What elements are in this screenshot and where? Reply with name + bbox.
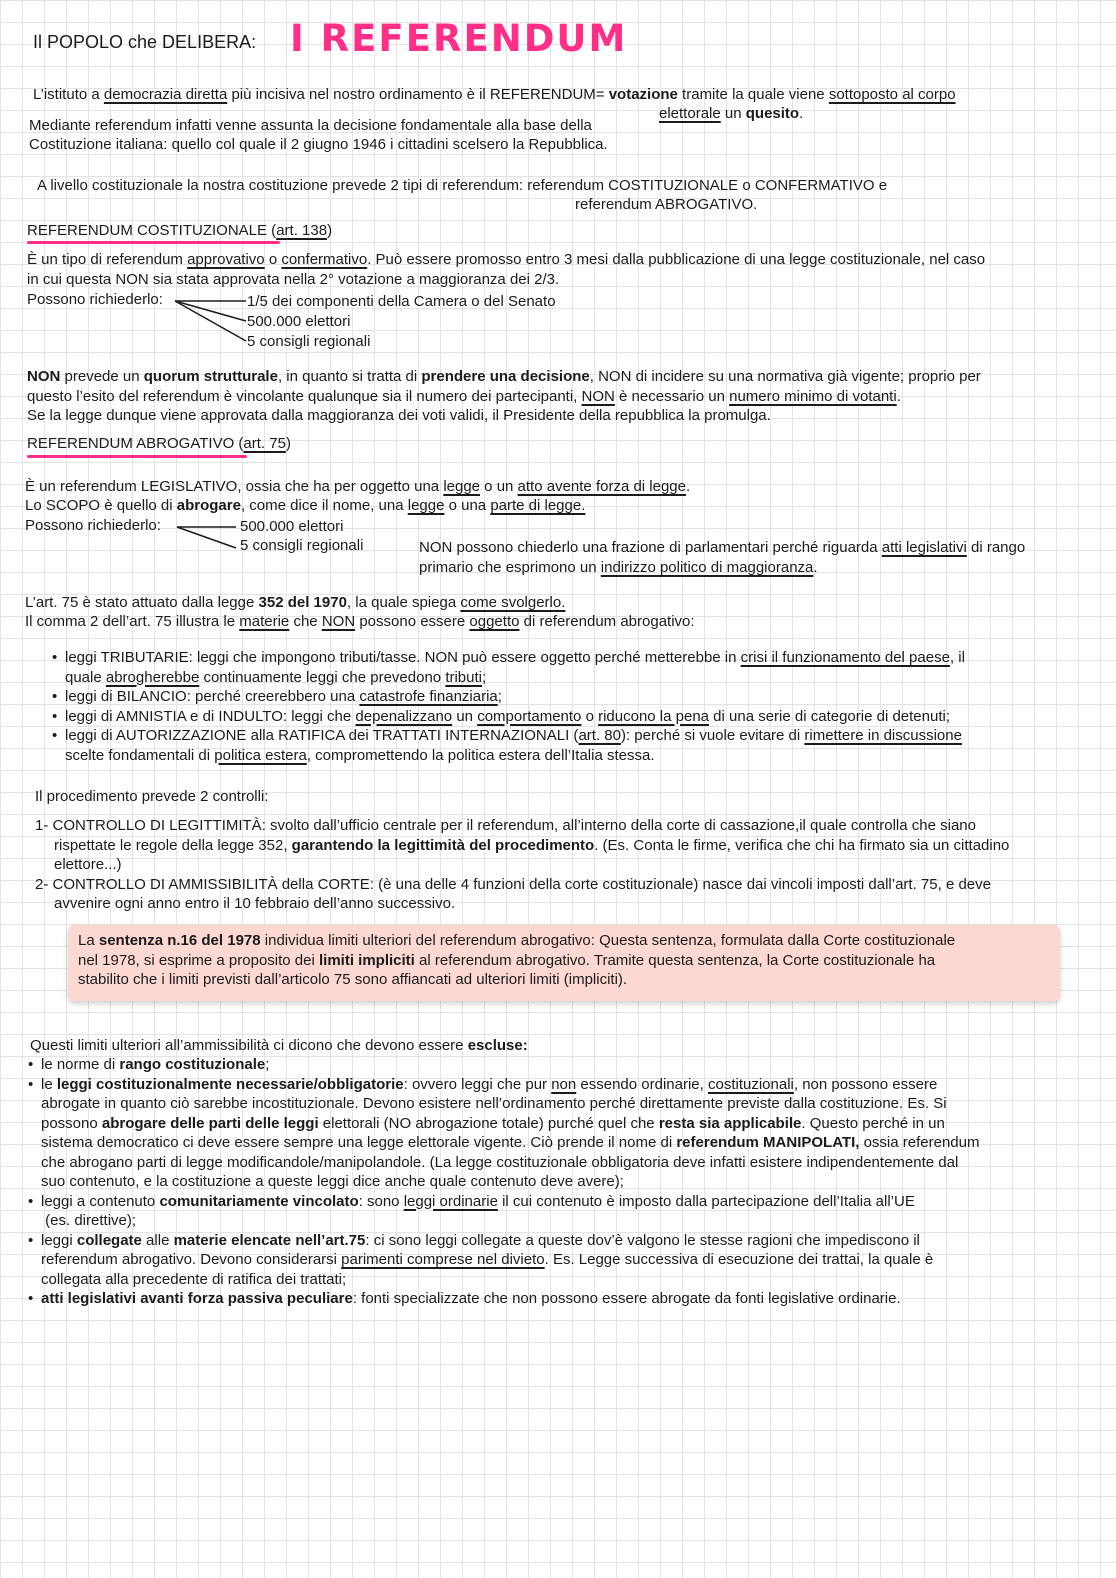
history-line-1: Mediante referendum infatti venne assunta la decisione fondamentale alla base della — [29, 117, 592, 134]
list-item: • leggi di AUTORIZZAZIONE alla RATIFICA dei TRATTATI INTERNAZIONALI (art. 80): perché si vuole evitare di rimettere in discussione scelte fondamentali di politica estera, compromettendo la politica estera dell’Italia stessa. — [52, 726, 1102, 765]
costituzionale-p1-line-2: in cui questa NON sia stata approvata nella 2° votazione a maggioranza dei 2/3. — [27, 271, 560, 288]
implicit-limits-list — [28, 1055, 1103, 1309]
sentenza-line-2: nel 1978, si esprime a proposito dei limiti impliciti al referendum abrogativo. Tramite questa sentenza, la Corte costituzionale ha — [78, 952, 936, 969]
quorum-line-2: questo l’esito del referendum è vincolante qualunque sia il numero dei partecipanti, NON è necessario un numero minimo di votanti. — [27, 388, 901, 405]
control-1-line-3: elettore...) — [54, 856, 122, 873]
control-1-line-1: 1- CONTROLLO DI LEGITTIMITÀ: svolto dall’ufficio centrale per il referendum, all’interno della corte di cassazione,il quale controlla che siano — [35, 817, 976, 834]
page-title-prefix: Il POPOLO che DELIBERA: — [33, 32, 257, 52]
history-line-2: Costituzione italiana: quello col quale il 2 giugno 1946 i cittadini scelsero la Repubblica. — [29, 136, 608, 153]
list-item: • atti legislativi avanti forza passiva peculiare: fonti specializzate che non possono essere abrogate da fonti legislative ordinarie. — [28, 1289, 1103, 1309]
costituzionale-requesters-label: Possono richiederlo: — [27, 291, 163, 308]
section-heading-costituzionale: REFERENDUM COSTITUZIONALE (art. 138) — [27, 222, 333, 239]
list-item: • leggi a contenuto comunitariamente vincolato: sono leggi ordinarie il cui contenuto è imposto dalla partecipazione dell’Italia all’UE (es. direttive); — [28, 1192, 1103, 1231]
sentenza-line-3: stabilito che i limiti previsti dall’articolo 75 sono affiancati ad ulteriori limiti (impliciti). — [78, 971, 628, 988]
requester-item: 500.000 elettori — [240, 518, 344, 535]
abrogativo-line-1: È un referendum LEGISLATIVO, ossia che ha per oggetto una legge o un atto avente forza di legge. — [25, 478, 691, 495]
definition-line-2: elettorale un quesito. — [659, 105, 804, 122]
page-title: I REFERENDUM — [290, 17, 628, 60]
comma-2-line: Il comma 2 dell’art. 75 illustra le materie che NON possono essere oggetto di referendum abrogativo: — [25, 613, 695, 630]
requester-item: 500.000 elettori — [247, 313, 351, 330]
control-2-line-1: 2- CONTROLLO DI AMMISSIBILITÀ della CORTE: (è una delle 4 funzioni della corte costituzionale) nasce dai vincoli imposti dall’art. 75, e deve — [35, 876, 991, 893]
abrogativo-requesters-label: Possono richiederlo: — [25, 517, 161, 534]
definition-line-1: L’istituto a democrazia diretta più incisiva nel nostro ordinamento è il REFERENDUM= votazione tramite la quale viene sottoposto al corpo — [33, 86, 956, 103]
parliament-note-line-2: primario che esprimono un indirizzo politico di maggioranza. — [419, 559, 818, 576]
law-352-line: L’art. 75 è stato attuato dalla legge 352 del 1970, la quale spiega come svolgerlo. — [25, 594, 566, 611]
types-line-1: A livello costituzionale la nostra costituzione prevede 2 tipi di referendum: referendum COSTITUZIONALE o CONFERMATIVO e — [37, 177, 888, 194]
list-item: • leggi TRIBUTARIE: leggi che impongono tributi/tasse. NON può essere oggetto perché metterebbe in crisi il funzionamento del paese, il quale abrogherebbe continuamente leggi che prevedono tributi; — [52, 648, 1102, 687]
list-item: • leggi di BILANCIO: perché creerebbero una catastrofe finanziaria; — [52, 687, 1102, 707]
list-item: • leggi di AMNISTIA e di INDULTO: leggi che depenalizzano un comportamento o riducono la pena di una serie di categorie di detenuti; — [52, 707, 1102, 727]
types-line-2: referendum ABROGATIVO. — [575, 196, 758, 213]
control-2-line-2: avvenire ogni anno entro il 10 febbraio dell’anno successivo. — [54, 895, 456, 912]
requester-item: 5 consigli regionali — [240, 537, 364, 554]
list-item: • le leggi costituzionalmente necessarie/obbligatorie: ovvero leggi che pur non essendo ordinarie, costituzionali, non possono essere abrogate in quanto ciò sarebbe incostituzionale. Devono esistere nell’ordinamento perché direttamente previste dalla costituzione. Es. Si possono abrogare delle parti delle leggi elettorali (NO abrogazione totale) purché quel che resta sia applicabile. Questo perché in un sistema democratico ci deve essere sempre una legge elettorale vigente. Ciò prende il nome di referendum MANIPOLATI, ossia referendum che abrogano parti di legge modificandole/manipolandole. (La legge costituzionale obbligatoria deve infatti esistere indipendentemente dal suo contenuto, e la costituzione a queste leggi dice anche quale contenuto deve avere); — [28, 1075, 1103, 1192]
section-heading-abrogativo: REFERENDUM ABROGATIVO (art. 75) — [27, 435, 291, 452]
requesters-bracket-lines — [0, 0, 400, 600]
requester-item: 5 consigli regionali — [247, 333, 371, 350]
control-1-line-2: rispettate le regole della legge 352, garantendo la legittimità del procedimento. (Es. Conta le firme, verifica che chi ha firmato sia un cittadino — [54, 837, 1010, 854]
limits-intro: Questi limiti ulteriori all’ammissibilità ci dicono che devono essere escluse: — [30, 1037, 528, 1054]
quorum-line-3: Se la legge dunque viene approvata dalla maggioranza dei voti validi, il Presidente della repubblica la promulga. — [27, 407, 771, 424]
abrogativo-line-2: Lo SCOPO è quello di abrogare, come dice il nome, una legge o una parte di legge. — [25, 497, 586, 514]
parliament-note-line-1: NON possono chiederlo una frazione di parlamentari perché riguarda atti legislativi di rango — [419, 539, 1026, 556]
quorum-line-1: NON prevede un quorum strutturale, in quanto si tratta di prendere una decisione, NON di incidere su una normativa già vigente; proprio per — [27, 368, 981, 385]
sentenza-line-1: La sentenza n.16 del 1978 individua limiti ulteriori del referendum abrogativo: Questa sentenza, formulata dalla Corte costituzionale — [78, 932, 956, 949]
list-item: • le norme di rango costituzionale; — [28, 1055, 1103, 1075]
costituzionale-p1-line-1: È un tipo di referendum approvativo o confermativo. Può essere promosso entro 3 mesi dalla pubblicazione di una legge costituzionale, nel caso — [27, 251, 986, 268]
excluded-matters-list — [52, 648, 1102, 765]
requester-item: 1/5 dei componenti della Camera o del Senato — [247, 293, 556, 310]
procedure-intro: Il procedimento prevede 2 controlli: — [35, 788, 269, 805]
list-item: • leggi collegate alle materie elencate nell’art.75: ci sono leggi collegate a queste dov’è valgono le stesse ragioni che impediscono il referendum abrogativo. Devono considerarsi parimenti comprese nel divieto. Es. Legge successiva di esecuzione dei trattai, la quale è collegata alla precedente di ratifica dei trattati; — [28, 1231, 1103, 1290]
